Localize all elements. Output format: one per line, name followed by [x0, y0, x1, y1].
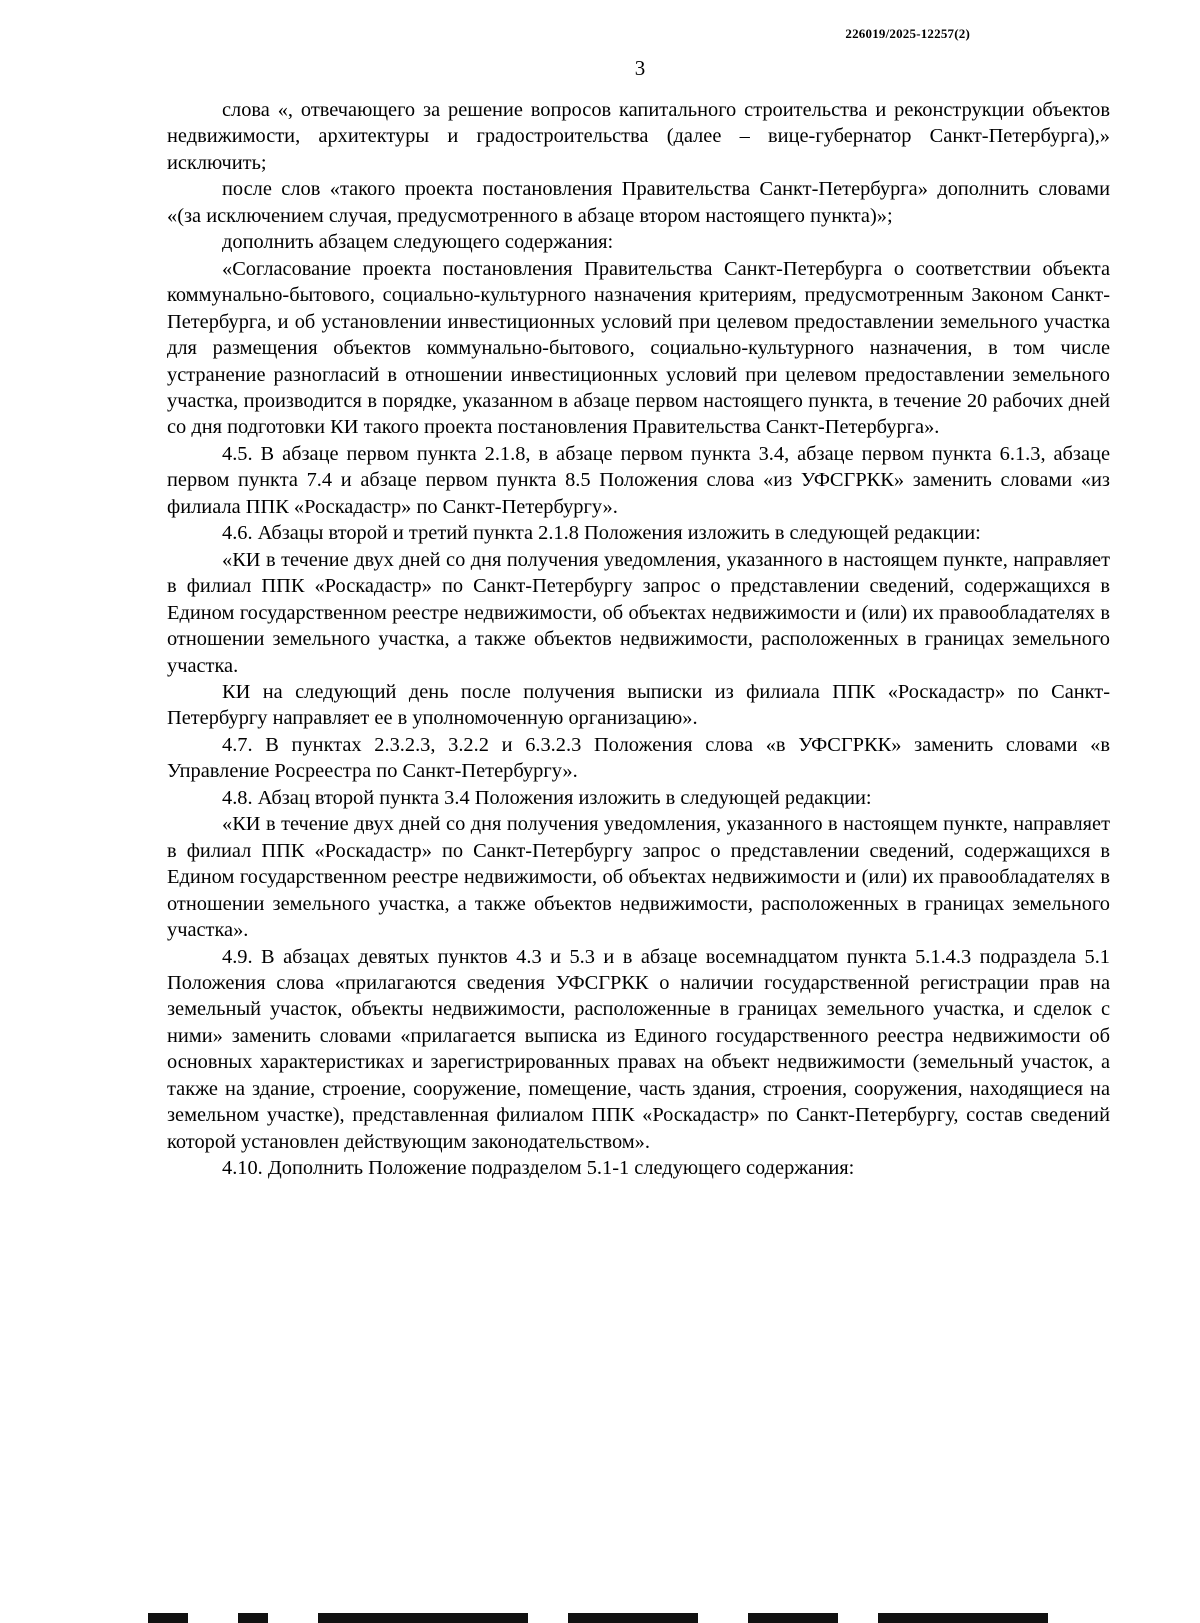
paragraph-item-4-6: 4.6. Абзацы второй и третий пункта 2.1.8 Положения изложить в следующей редакции: [222, 522, 981, 545]
paragraph-supplement-words: после слов «такого проекта постановления Правительства Санкт-Петербурга» дополнить словами «(за исключением случая, предусмотренного в абзаце втором настоящего пункта)»; [167, 178, 1110, 227]
paragraph-item-4-5: 4.5. В абзаце первом пункта 2.1.8, в абзаце первом пункта 3.4, абзаце первом пункта 6.1.3, абзаце первом пункта 7.4 и абзаце первом пункта 8.5 Положения слова «из УФСГРКК» заменить словами «из филиала ППК «Роскадастр» по Санкт-Петербургу». [167, 442, 1110, 518]
scan-edge-artifact [148, 1613, 1048, 1623]
document-body [167, 97, 1110, 1182]
paragraph-exclude-words: слова «, отвечающего за решение вопросов капитального строительства и реконструкции объектов недвижимости, архитектуры и градостроительства (далее – вице-губернатор Санкт-Петербурга),» исключить; [167, 99, 1110, 174]
page-number: 3 [634, 56, 646, 80]
paragraph-item-4-6-quote-2: КИ на следующий день после получения выписки из филиала ППК «Роскадастр» по Санкт-Петербургу направляет ее в уполномоченную организацию». [167, 680, 1110, 730]
paragraph-item-4-9: 4.9. В абзацах девятых пунктов 4.3 и 5.3 и в абзаце восемнадцатом пункта 5.1.4.3 подраздела 5.1 Положения слова «прилагаются сведения УФСГРКК о наличии государственной регистрации прав на земельный участок, объекты недвижимости, расположенные в границах земельного участка, и сделок с ними» заменить словами «прилагается выписка из Единого государственного реестра недвижимости об основных характеристиках и зарегистрированных правах на объект недвижимости (земельный участок, а также на здание, строение, сооружение, помещение, часть здания, строения, сооружения, находящиеся на земельном участке), представленная филиалом ППК «Роскадастр» по Санкт-Петербургу, состав сведений которой установлен действующим законодательством». [167, 945, 1110, 1153]
paragraph-item-4-10: 4.10. Дополнить Положение подразделом 5.1-1 следующего содержания: [222, 1157, 855, 1180]
paragraph-item-4-8-quote: «КИ в течение двух дней со дня получения уведомления, указанного в настоящем пункте, направляет в филиал ППК «Роскадастр» по Санкт-Петербургу запрос о представлении сведений, содержащихся в Едином государственном реестре недвижимости, об объектах недвижимости и (или) их правообладателях в отношении земельного участка, а также объектов недвижимости, расположенных в границах земельного участка». [167, 813, 1110, 942]
paragraph-item-4-8: 4.8. Абзац второй пункта 3.4 Положения изложить в следующей редакции: [222, 786, 872, 809]
paragraph-approval-procedure: «Согласование проекта постановления Правительства Санкт-Петербурга о соответствии объекта коммунально-бытового, социально-культурного назначения критериям, предусмотренным Законом Санкт-Петербурга, и об установлении инвестиционных условий при целевом предоставлении земельного участка для размещения объектов коммунально-бытового, социально-культурного назначения, в том числе устранение разногласий в отношении инвестиционных условий при целевом предоставлении земельного участка, производится в порядке, указанном в абзаце первом настоящего пункта, в течение 20 рабочих дней со дня подготовки КИ такого проекта постановления Правительства Санкт-Петербурга». [167, 257, 1110, 439]
paragraph-item-4-7: 4.7. В пунктах 2.3.2.3, 3.2.2 и 6.3.2.3 Положения слова «в УФСГРКК» заменить словами «в Управление Росреестра по Санкт-Петербургу». [167, 733, 1110, 783]
paragraph-item-4-6-quote-1: «КИ в течение двух дней со дня получения уведомления, указанного в настоящем пункте, направляет в филиал ППК «Роскадастр» по Санкт-Петербургу запрос о представлении сведений, содержащихся в Едином государственном реестре недвижимости, об объектах недвижимости и (или) их правообладателях в отношении земельного участка, а также объектов недвижимости, расположенных в границах земельного участка. [167, 548, 1110, 677]
paragraph-add-clause: дополнить абзацем следующего содержания: [222, 231, 614, 254]
document-registration-number: 226019/2025-12257(2) [845, 26, 970, 41]
